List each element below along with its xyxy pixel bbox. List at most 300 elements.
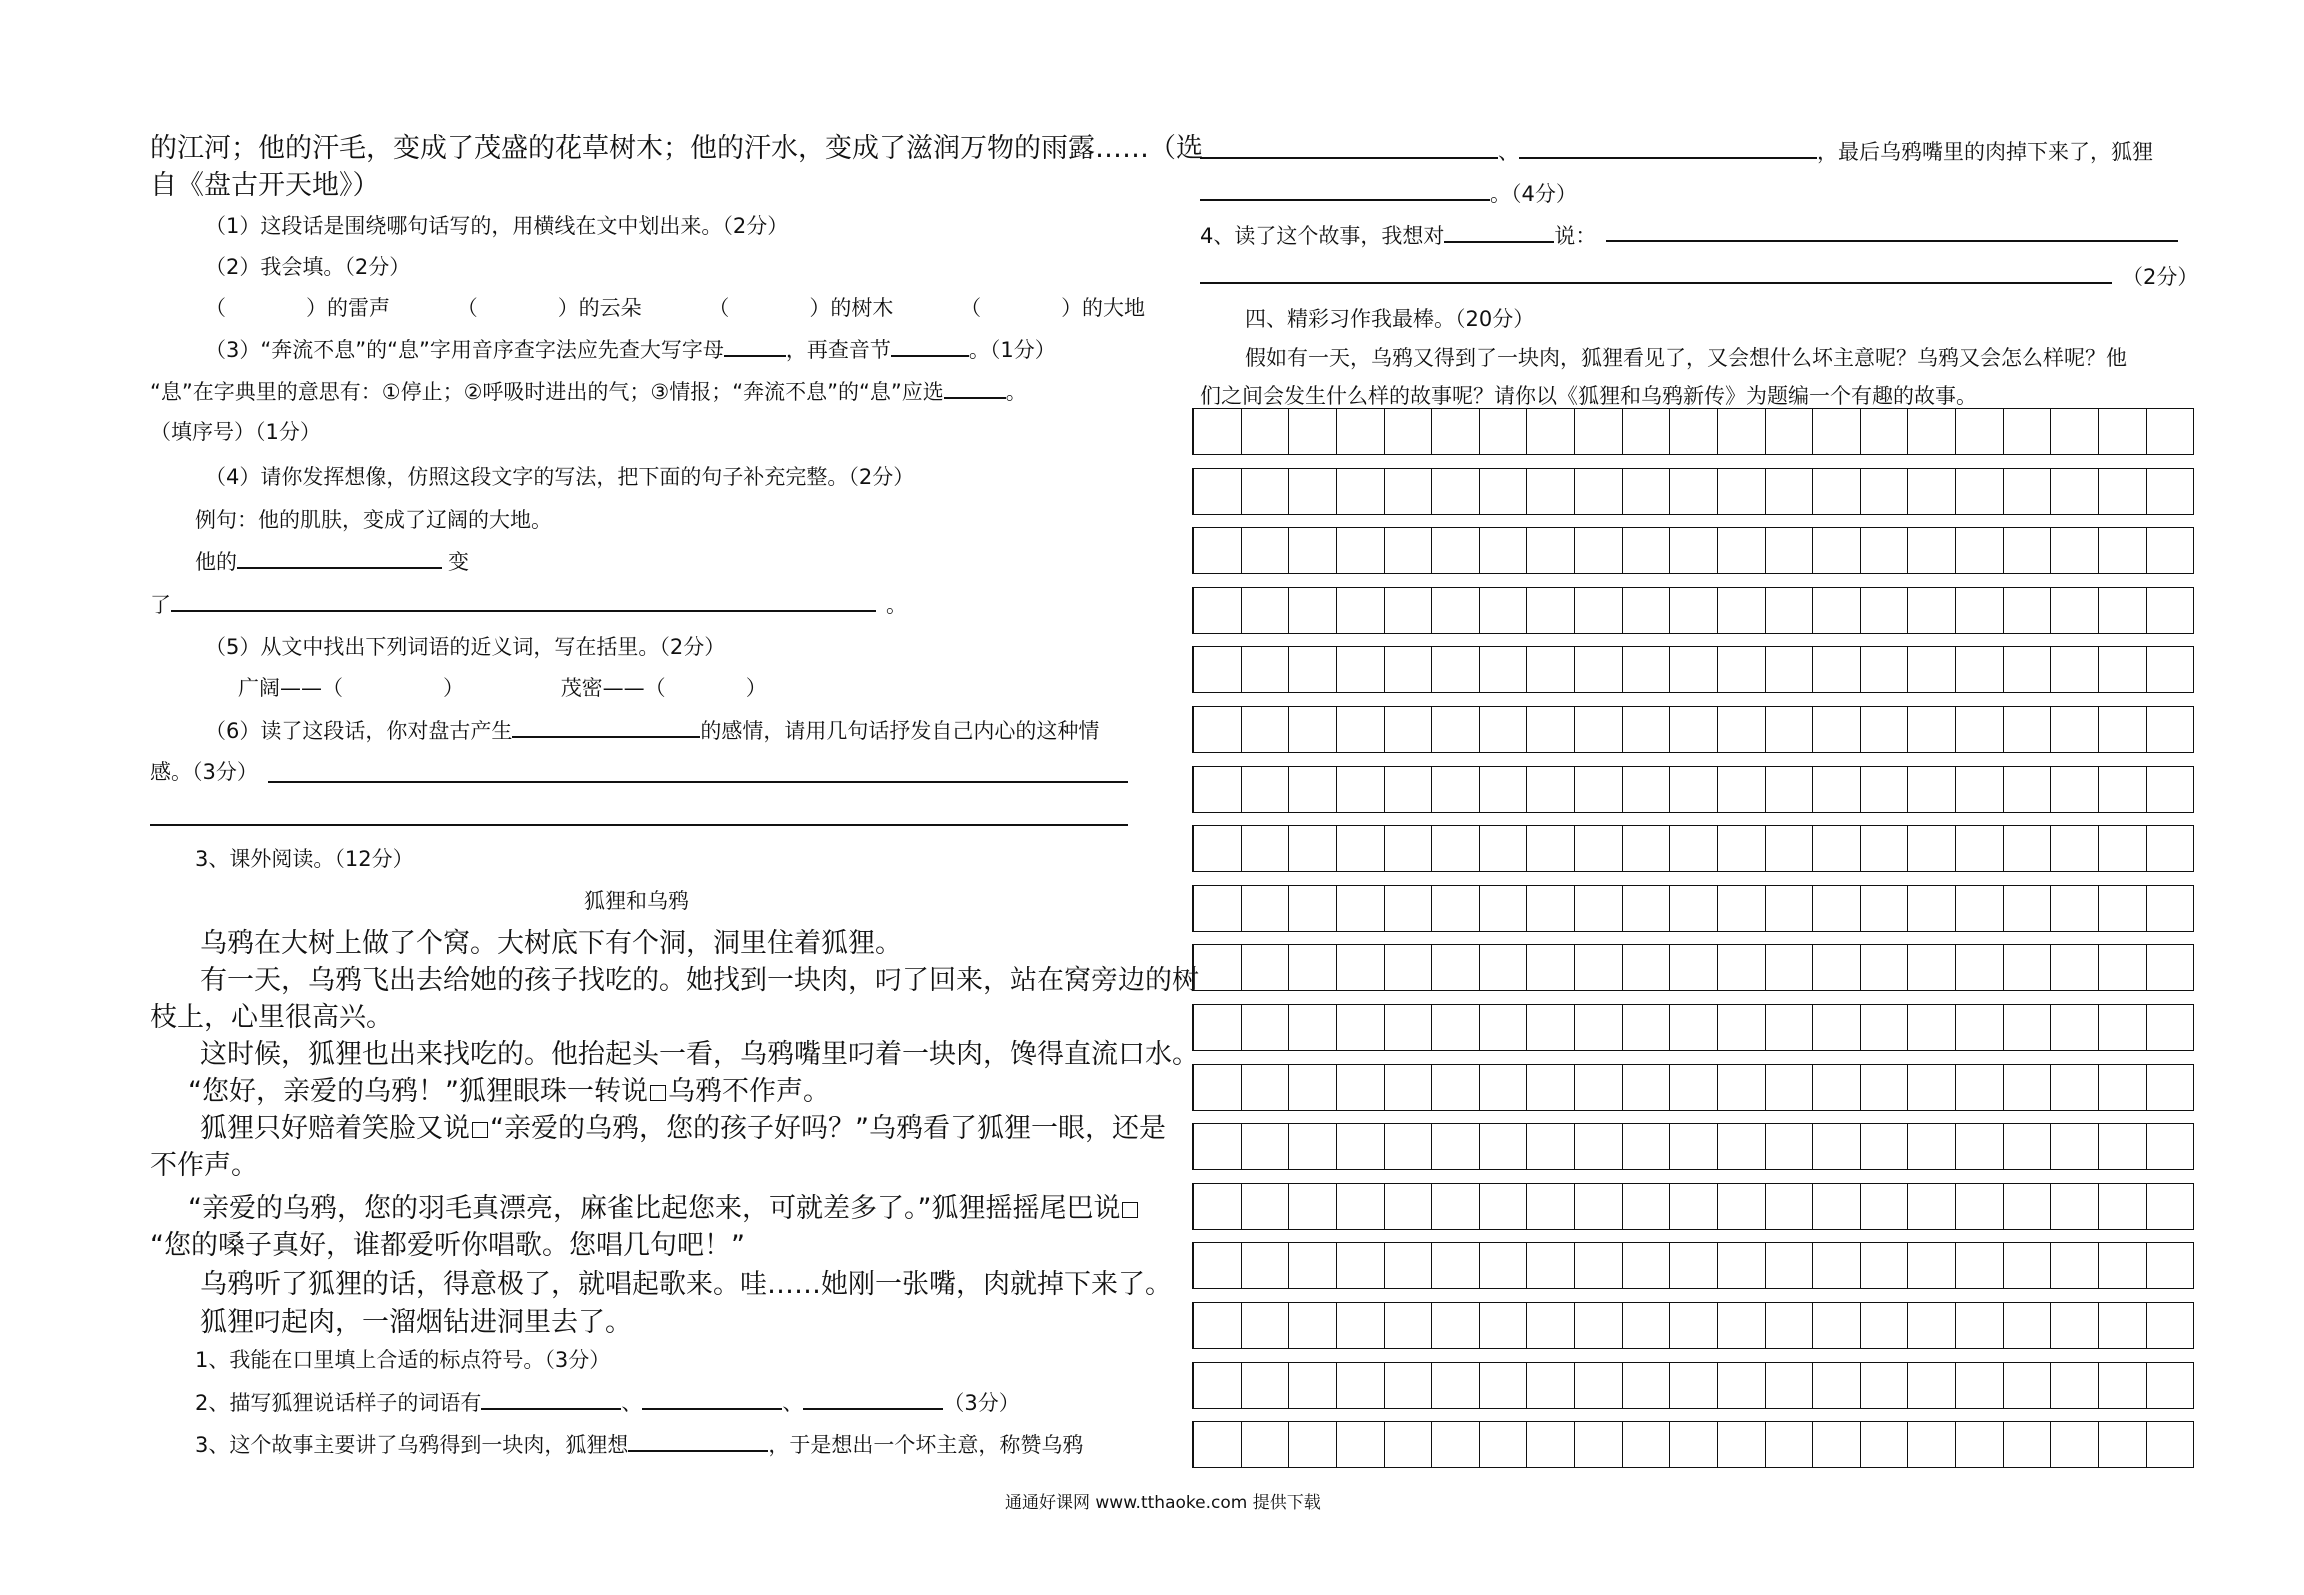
grid-cell[interactable]: [1766, 646, 1814, 693]
grid-cell[interactable]: [2004, 766, 2052, 813]
grid-cell[interactable]: [1956, 1362, 2004, 1409]
grid-cell[interactable]: [1956, 1183, 2004, 1230]
grid-cell[interactable]: [1480, 1421, 1528, 1468]
grid-cell[interactable]: [2004, 1064, 2052, 1111]
grid-cell[interactable]: [1575, 944, 1623, 991]
grid-cell[interactable]: [1956, 1123, 2004, 1170]
grid-cell[interactable]: [1432, 825, 1480, 872]
grid-cell[interactable]: [1670, 706, 1718, 753]
grid-cell[interactable]: [1575, 825, 1623, 872]
grid-cell[interactable]: [1432, 706, 1480, 753]
grid-cell[interactable]: [1623, 587, 1671, 634]
grid-cell[interactable]: [1766, 1302, 1814, 1349]
grid-cell[interactable]: [1337, 587, 1385, 634]
grid-cell[interactable]: [1861, 1302, 1909, 1349]
grid-cell[interactable]: [1670, 1421, 1718, 1468]
grid-cell[interactable]: [1242, 766, 1290, 813]
grid-cell[interactable]: [1908, 1421, 1956, 1468]
grid-cell[interactable]: [1480, 1183, 1528, 1230]
grid-cell[interactable]: [1670, 1183, 1718, 1230]
grid-cell[interactable]: [1575, 527, 1623, 574]
grid-cell[interactable]: [2099, 825, 2147, 872]
grid-cell[interactable]: [1194, 587, 1242, 634]
sq4-blank-who[interactable]: [1444, 219, 1554, 243]
grid-cell[interactable]: [1718, 1421, 1766, 1468]
grid-cell[interactable]: [2004, 587, 2052, 634]
grid-cell[interactable]: [1432, 1242, 1480, 1289]
grid-cell[interactable]: [1956, 1242, 2004, 1289]
grid-cell[interactable]: [2147, 1064, 2195, 1111]
q3-blank-letter[interactable]: [724, 333, 786, 357]
grid-cell[interactable]: [1385, 587, 1433, 634]
grid-cell[interactable]: [1908, 468, 1956, 515]
grid-cell[interactable]: [2147, 1004, 2195, 1051]
grid-cell[interactable]: [1718, 587, 1766, 634]
grid-cell[interactable]: [1194, 1242, 1242, 1289]
grid-cell[interactable]: [2051, 706, 2099, 753]
grid-cell[interactable]: [1289, 1183, 1337, 1230]
grid-cell[interactable]: [2051, 885, 2099, 932]
grid-cell[interactable]: [1575, 587, 1623, 634]
grid-cell[interactable]: [2051, 1123, 2099, 1170]
grid-cell[interactable]: [2004, 1242, 2052, 1289]
grid-cell[interactable]: [1289, 1302, 1337, 1349]
grid-cell[interactable]: [1289, 408, 1337, 455]
grid-cell[interactable]: [1337, 468, 1385, 515]
sq3-blank-4[interactable]: [1200, 177, 1490, 201]
grid-cell[interactable]: [1480, 408, 1528, 455]
grid-cell[interactable]: [1623, 885, 1671, 932]
grid-cell[interactable]: [1242, 1242, 1290, 1289]
grid-cell[interactable]: [1623, 706, 1671, 753]
grid-cell[interactable]: [1670, 944, 1718, 991]
grid-cell[interactable]: [1956, 1302, 2004, 1349]
grid-cell[interactable]: [1623, 1064, 1671, 1111]
grid-cell[interactable]: [1575, 1362, 1623, 1409]
grid-cell[interactable]: [1480, 766, 1528, 813]
grid-cell[interactable]: [1385, 1242, 1433, 1289]
grid-cell[interactable]: [1813, 1242, 1861, 1289]
grid-cell[interactable]: [2004, 1123, 2052, 1170]
grid-cell[interactable]: [1575, 1242, 1623, 1289]
grid-cell[interactable]: [1861, 1123, 1909, 1170]
grid-cell[interactable]: [1289, 944, 1337, 991]
grid-cell[interactable]: [2099, 1004, 2147, 1051]
grid-cell[interactable]: [1194, 766, 1242, 813]
grid-cell[interactable]: [1766, 1064, 1814, 1111]
grid-cell[interactable]: [2004, 1004, 2052, 1051]
grid-cell[interactable]: [1242, 706, 1290, 753]
grid-cell[interactable]: [1861, 527, 1909, 574]
grid-cell[interactable]: [1908, 885, 1956, 932]
grid-cell[interactable]: [1908, 944, 1956, 991]
grid-cell[interactable]: [1194, 1123, 1242, 1170]
grid-cell[interactable]: [2051, 1421, 2099, 1468]
grid-cell[interactable]: [1385, 646, 1433, 693]
grid-cell[interactable]: [2099, 646, 2147, 693]
grid-cell[interactable]: [1385, 766, 1433, 813]
grid-cell[interactable]: [2004, 468, 2052, 515]
q4-blank-2[interactable]: [171, 588, 876, 612]
grid-cell[interactable]: [1718, 1004, 1766, 1051]
q2-word-1[interactable]: ）的雷声: [306, 296, 390, 320]
grid-cell[interactable]: [1242, 1123, 1290, 1170]
grid-cell[interactable]: [1527, 766, 1575, 813]
grid-cell[interactable]: [1623, 766, 1671, 813]
grid-cell[interactable]: [1575, 885, 1623, 932]
grid-cell[interactable]: [1480, 646, 1528, 693]
grid-cell[interactable]: [1385, 527, 1433, 574]
grid-cell[interactable]: [1766, 468, 1814, 515]
sq3-blank-3[interactable]: [1519, 135, 1817, 159]
grid-cell[interactable]: [1385, 706, 1433, 753]
grid-cell[interactable]: [1813, 408, 1861, 455]
grid-cell[interactable]: [1432, 1421, 1480, 1468]
grid-cell[interactable]: [1385, 885, 1433, 932]
grid-cell[interactable]: [1861, 944, 1909, 991]
grid-cell[interactable]: [1575, 1421, 1623, 1468]
grid-cell[interactable]: [1527, 706, 1575, 753]
grid-cell[interactable]: [1670, 587, 1718, 634]
grid-cell[interactable]: [1480, 527, 1528, 574]
grid-cell[interactable]: [1194, 527, 1242, 574]
grid-cell[interactable]: [1480, 587, 1528, 634]
grid-cell[interactable]: [1956, 646, 2004, 693]
grid-cell[interactable]: [1718, 1123, 1766, 1170]
grid-cell[interactable]: [1337, 766, 1385, 813]
q6-blank-feeling[interactable]: [512, 714, 700, 738]
grid-cell[interactable]: [1242, 1362, 1290, 1409]
grid-cell[interactable]: [1289, 766, 1337, 813]
q2-word-4[interactable]: ）的大地: [1061, 296, 1146, 320]
grid-cell[interactable]: [1908, 587, 1956, 634]
grid-cell[interactable]: [1289, 1421, 1337, 1468]
grid-cell[interactable]: [1766, 587, 1814, 634]
grid-cell[interactable]: [1527, 1302, 1575, 1349]
grid-cell[interactable]: [1480, 944, 1528, 991]
composition-grid[interactable]: [1192, 408, 2192, 1480]
grid-cell[interactable]: [1670, 1004, 1718, 1051]
grid-cell[interactable]: [2004, 706, 2052, 753]
grid-cell[interactable]: [1385, 408, 1433, 455]
grid-cell[interactable]: [1575, 766, 1623, 813]
grid-cell[interactable]: [1861, 468, 1909, 515]
grid-cell[interactable]: [1385, 468, 1433, 515]
grid-cell[interactable]: [1480, 1004, 1528, 1051]
grid-cell[interactable]: [1908, 408, 1956, 455]
grid-cell[interactable]: [1194, 468, 1242, 515]
grid-cell[interactable]: [1956, 1064, 2004, 1111]
grid-cell[interactable]: [1766, 944, 1814, 991]
grid-cell[interactable]: [1194, 1004, 1242, 1051]
grid-cell[interactable]: [1956, 706, 2004, 753]
grid-cell[interactable]: [1242, 527, 1290, 574]
grid-cell[interactable]: [1432, 766, 1480, 813]
grid-cell[interactable]: [1527, 1064, 1575, 1111]
grid-cell[interactable]: [1194, 825, 1242, 872]
sq2-blank-1[interactable]: [481, 1386, 621, 1410]
grid-cell[interactable]: [1766, 885, 1814, 932]
grid-cell[interactable]: [2051, 646, 2099, 693]
grid-cell[interactable]: [2004, 825, 2052, 872]
grid-cell[interactable]: [1432, 408, 1480, 455]
sq2-blank-2[interactable]: [642, 1386, 782, 1410]
grid-cell[interactable]: [1670, 1123, 1718, 1170]
grid-cell[interactable]: [1242, 1004, 1290, 1051]
grid-cell[interactable]: [1337, 944, 1385, 991]
grid-cell[interactable]: [2147, 468, 2195, 515]
grid-cell[interactable]: [1337, 825, 1385, 872]
grid-cell[interactable]: [1813, 706, 1861, 753]
grid-cell[interactable]: [1623, 408, 1671, 455]
grid-cell[interactable]: [1813, 587, 1861, 634]
grid-cell[interactable]: [1718, 706, 1766, 753]
q3-blank-syllable[interactable]: [891, 333, 969, 357]
q6-answer-line-1[interactable]: [268, 781, 1128, 783]
q2-word-3[interactable]: ）的树木: [809, 296, 894, 320]
grid-cell[interactable]: [1861, 885, 1909, 932]
grid-cell[interactable]: [1670, 468, 1718, 515]
grid-cell[interactable]: [2099, 1064, 2147, 1111]
grid-cell[interactable]: [1718, 646, 1766, 693]
punctuation-box[interactable]: [1122, 1202, 1138, 1218]
grid-cell[interactable]: [1527, 468, 1575, 515]
grid-cell[interactable]: [1670, 825, 1718, 872]
grid-cell[interactable]: [1527, 527, 1575, 574]
grid-cell[interactable]: [1527, 1242, 1575, 1289]
grid-cell[interactable]: [1813, 646, 1861, 693]
grid-cell[interactable]: [1670, 408, 1718, 455]
grid-cell[interactable]: [1956, 944, 2004, 991]
grid-cell[interactable]: [1813, 885, 1861, 932]
grid-cell[interactable]: [1861, 1242, 1909, 1289]
sq4-answer-line-1[interactable]: [1606, 240, 2178, 242]
grid-cell[interactable]: [1242, 1421, 1290, 1468]
grid-cell[interactable]: [2147, 1123, 2195, 1170]
grid-cell[interactable]: [1908, 706, 1956, 753]
grid-cell[interactable]: [1575, 646, 1623, 693]
grid-cell[interactable]: [1289, 1064, 1337, 1111]
grid-cell[interactable]: [1337, 1362, 1385, 1409]
sq4-answer-line-2[interactable]: [1200, 282, 2112, 284]
grid-cell[interactable]: [2004, 408, 2052, 455]
grid-cell[interactable]: [1480, 706, 1528, 753]
grid-cell[interactable]: [1908, 825, 1956, 872]
grid-cell[interactable]: [1813, 1302, 1861, 1349]
grid-cell[interactable]: [1670, 1242, 1718, 1289]
grid-cell[interactable]: [1289, 1004, 1337, 1051]
grid-cell[interactable]: [1242, 1302, 1290, 1349]
grid-cell[interactable]: [1956, 527, 2004, 574]
grid-cell[interactable]: [1908, 646, 1956, 693]
grid-cell[interactable]: [1289, 1242, 1337, 1289]
grid-cell[interactable]: [2099, 1183, 2147, 1230]
grid-cell[interactable]: [1385, 1302, 1433, 1349]
grid-cell[interactable]: [1908, 1362, 1956, 1409]
grid-cell[interactable]: [1480, 1302, 1528, 1349]
grid-cell[interactable]: [2147, 1362, 2195, 1409]
grid-cell[interactable]: [1718, 825, 1766, 872]
grid-cell[interactable]: [1670, 646, 1718, 693]
grid-cell[interactable]: [1432, 587, 1480, 634]
grid-cell[interactable]: [1861, 1362, 1909, 1409]
grid-cell[interactable]: [1861, 1064, 1909, 1111]
grid-cell[interactable]: [1337, 646, 1385, 693]
grid-cell[interactable]: [1385, 825, 1433, 872]
grid-cell[interactable]: [1956, 408, 2004, 455]
grid-cell[interactable]: [1908, 1064, 1956, 1111]
grid-cell[interactable]: [1432, 1123, 1480, 1170]
grid-cell[interactable]: [2099, 944, 2147, 991]
grid-cell[interactable]: [1813, 766, 1861, 813]
grid-cell[interactable]: [1861, 1421, 1909, 1468]
grid-cell[interactable]: [2004, 527, 2052, 574]
grid-cell[interactable]: [1385, 1064, 1433, 1111]
grid-cell[interactable]: [1623, 468, 1671, 515]
grid-cell[interactable]: [1623, 825, 1671, 872]
grid-cell[interactable]: [1194, 706, 1242, 753]
grid-cell[interactable]: [1813, 1183, 1861, 1230]
grid-cell[interactable]: [1956, 766, 2004, 813]
grid-cell[interactable]: [1289, 825, 1337, 872]
grid-cell[interactable]: [1623, 1242, 1671, 1289]
grid-cell[interactable]: [1956, 468, 2004, 515]
grid-cell[interactable]: [1480, 1123, 1528, 1170]
grid-cell[interactable]: [2051, 1064, 2099, 1111]
grid-cell[interactable]: [1289, 587, 1337, 634]
grid-cell[interactable]: [2099, 1123, 2147, 1170]
grid-cell[interactable]: [1718, 944, 1766, 991]
grid-cell[interactable]: [1194, 885, 1242, 932]
grid-cell[interactable]: [1575, 706, 1623, 753]
grid-cell[interactable]: [1242, 944, 1290, 991]
grid-cell[interactable]: [1956, 1004, 2004, 1051]
grid-cell[interactable]: [1289, 885, 1337, 932]
grid-cell[interactable]: [1908, 766, 1956, 813]
grid-cell[interactable]: [1908, 1123, 1956, 1170]
grid-cell[interactable]: [2099, 587, 2147, 634]
grid-cell[interactable]: [1908, 1242, 1956, 1289]
grid-cell[interactable]: [1337, 1242, 1385, 1289]
grid-cell[interactable]: [1623, 1362, 1671, 1409]
grid-cell[interactable]: [1861, 825, 1909, 872]
grid-cell[interactable]: [1337, 527, 1385, 574]
grid-cell[interactable]: [1813, 825, 1861, 872]
grid-cell[interactable]: [1480, 1064, 1528, 1111]
grid-cell[interactable]: [2051, 944, 2099, 991]
grid-cell[interactable]: [2004, 1362, 2052, 1409]
grid-cell[interactable]: [1813, 944, 1861, 991]
grid-cell[interactable]: [1908, 1302, 1956, 1349]
grid-cell[interactable]: [2004, 944, 2052, 991]
punctuation-box[interactable]: [650, 1085, 666, 1101]
grid-cell[interactable]: [2004, 646, 2052, 693]
grid-cell[interactable]: [2147, 1302, 2195, 1349]
grid-cell[interactable]: [1718, 1362, 1766, 1409]
grid-cell[interactable]: [2147, 1421, 2195, 1468]
grid-cell[interactable]: [1242, 825, 1290, 872]
grid-cell[interactable]: [2147, 825, 2195, 872]
grid-cell[interactable]: [2004, 1183, 2052, 1230]
sq3-blank-2[interactable]: [1200, 135, 1498, 159]
grid-cell[interactable]: [2147, 706, 2195, 753]
grid-cell[interactable]: [1432, 527, 1480, 574]
grid-cell[interactable]: [1908, 527, 1956, 574]
grid-cell[interactable]: [1527, 1183, 1575, 1230]
grid-cell[interactable]: [1432, 468, 1480, 515]
grid-cell[interactable]: [1480, 885, 1528, 932]
grid-cell[interactable]: [1527, 1421, 1575, 1468]
grid-cell[interactable]: [1432, 1183, 1480, 1230]
grid-cell[interactable]: [2099, 468, 2147, 515]
grid-cell[interactable]: [2099, 885, 2147, 932]
grid-cell[interactable]: [1861, 1004, 1909, 1051]
grid-cell[interactable]: [1813, 1064, 1861, 1111]
grid-cell[interactable]: [1242, 1064, 1290, 1111]
grid-cell[interactable]: [2051, 1183, 2099, 1230]
sq2-blank-3[interactable]: [803, 1386, 943, 1410]
grid-cell[interactable]: [1766, 527, 1814, 574]
grid-cell[interactable]: [1766, 1242, 1814, 1289]
grid-cell[interactable]: [1718, 1064, 1766, 1111]
q2-word-2[interactable]: ）的云朵: [557, 296, 642, 320]
grid-cell[interactable]: [1337, 1302, 1385, 1349]
q6-answer-line-2[interactable]: [150, 824, 1128, 826]
grid-cell[interactable]: [1385, 1421, 1433, 1468]
grid-cell[interactable]: [1766, 1362, 1814, 1409]
grid-cell[interactable]: [1337, 1064, 1385, 1111]
grid-cell[interactable]: [1718, 766, 1766, 813]
grid-cell[interactable]: [1289, 706, 1337, 753]
grid-cell[interactable]: [1718, 468, 1766, 515]
grid-cell[interactable]: [1766, 825, 1814, 872]
grid-cell[interactable]: [1385, 1004, 1433, 1051]
grid-cell[interactable]: [1813, 1004, 1861, 1051]
sq3-blank-1[interactable]: [628, 1428, 768, 1452]
grid-cell[interactable]: [1337, 1421, 1385, 1468]
grid-cell[interactable]: [1956, 587, 2004, 634]
grid-cell[interactable]: [1432, 1302, 1480, 1349]
grid-cell[interactable]: [2147, 944, 2195, 991]
grid-cell[interactable]: [1766, 1183, 1814, 1230]
grid-cell[interactable]: [2099, 1302, 2147, 1349]
grid-cell[interactable]: [1289, 1123, 1337, 1170]
grid-cell[interactable]: [1337, 1004, 1385, 1051]
grid-cell[interactable]: [1813, 527, 1861, 574]
grid-cell[interactable]: [1432, 885, 1480, 932]
grid-cell[interactable]: [1527, 587, 1575, 634]
grid-cell[interactable]: [1623, 1421, 1671, 1468]
grid-cell[interactable]: [1527, 1123, 1575, 1170]
grid-cell[interactable]: [2051, 825, 2099, 872]
grid-cell[interactable]: [1432, 1362, 1480, 1409]
grid-cell[interactable]: [1289, 646, 1337, 693]
grid-cell[interactable]: [1242, 587, 1290, 634]
grid-cell[interactable]: [2147, 527, 2195, 574]
grid-cell[interactable]: [2147, 646, 2195, 693]
grid-cell[interactable]: [1480, 468, 1528, 515]
grid-cell[interactable]: [1385, 1123, 1433, 1170]
grid-cell[interactable]: [2051, 408, 2099, 455]
grid-cell[interactable]: [1813, 468, 1861, 515]
grid-cell[interactable]: [1575, 408, 1623, 455]
grid-cell[interactable]: [1718, 1302, 1766, 1349]
grid-cell[interactable]: [1670, 885, 1718, 932]
grid-cell[interactable]: [1289, 1362, 1337, 1409]
grid-cell[interactable]: [1194, 646, 1242, 693]
grid-cell[interactable]: [1766, 706, 1814, 753]
grid-cell[interactable]: [2051, 1242, 2099, 1289]
